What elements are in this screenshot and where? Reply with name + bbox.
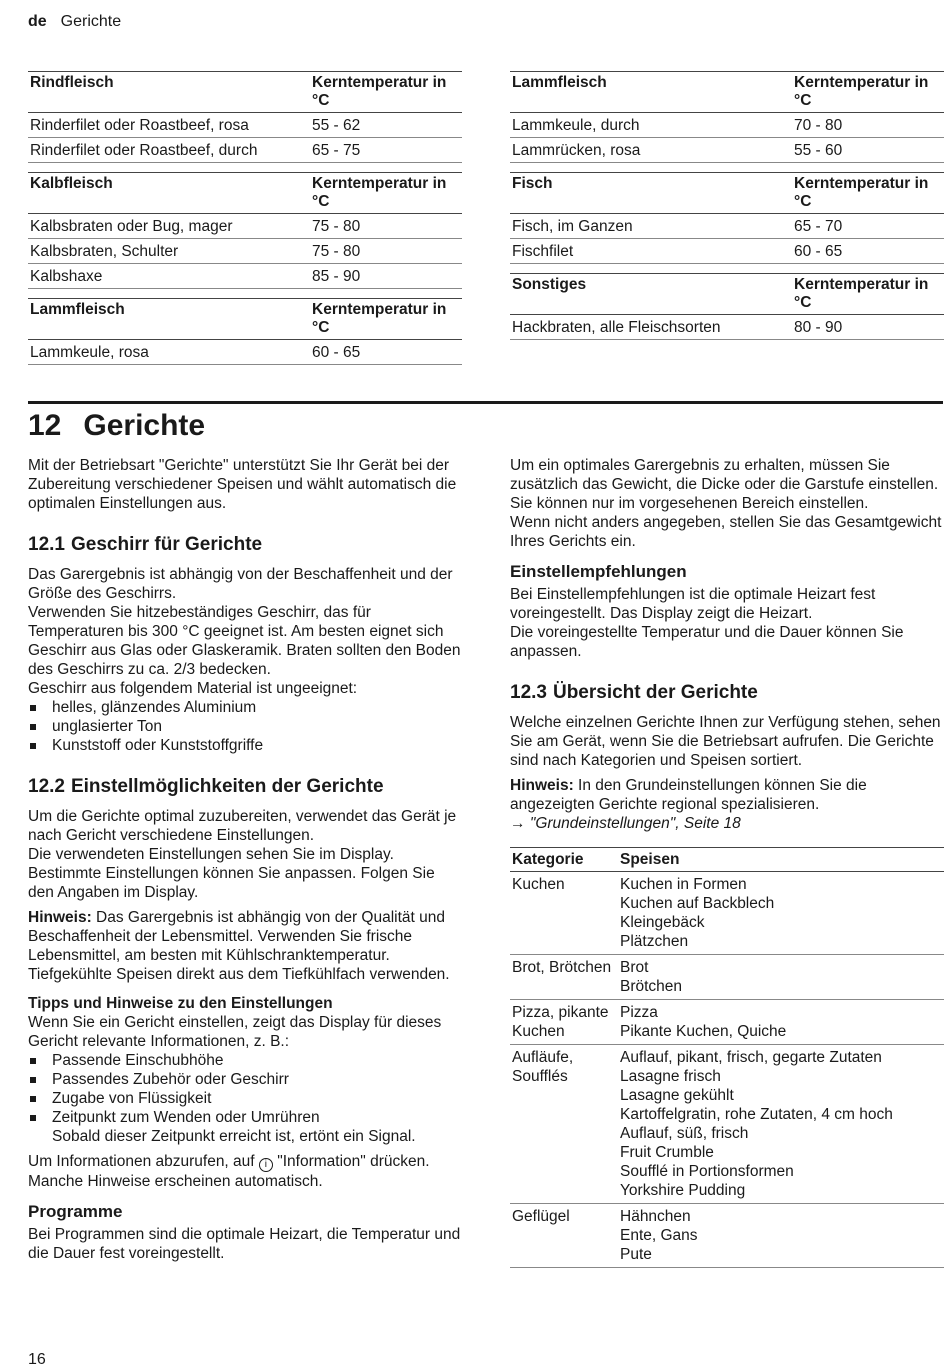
food-name: Rinderfilet oder Roastbeef, durch: [28, 138, 310, 163]
food-name: Lammkeule, durch: [510, 113, 792, 138]
category-cell: Kuchen: [510, 872, 618, 955]
dish-item: Kuchen in Formen: [620, 876, 747, 893]
category-cell: Aufläufe, Soufflés: [510, 1045, 618, 1204]
core-temperature: 65 - 75: [310, 138, 462, 163]
right-para-2: Wenn nicht anders angegeben, stellen Sie das Gesamtgewicht Ihres Gerichts ein.: [510, 514, 942, 550]
food-name: Fisch, im Ganzen: [510, 214, 792, 239]
s1-para-3: Geschirr aus folgendem Material ist ungeeignet:: [28, 680, 358, 697]
page-header: [28, 12, 121, 31]
table-row: [510, 872, 944, 955]
food-name: Kalbsbraten oder Bug, mager: [28, 214, 310, 239]
dish-item: Plätzchen: [620, 933, 689, 950]
table-row: [28, 340, 462, 365]
core-temperature: 80 - 90: [792, 315, 944, 340]
s1-para-2: Verwenden Sie hitzebeständiges Geschirr, das für Temperaturen bis 300 °C geeignet ist. Am besten eignet sich Geschirr aus Glas oder Glaskeramik. Braten sollten den Boden des Geschirrs zu ca. 2/3 bedecken.: [28, 604, 461, 678]
dish-item: Hähnchen: [620, 1208, 691, 1225]
dishes-cell: [618, 1204, 944, 1268]
list-item: Passende Einschubhöhe: [28, 1051, 462, 1070]
dish-item: Fruit Crumble: [620, 1144, 714, 1161]
programme-para: Bei Programmen sind die optimale Heizart, die Temperatur und die Dauer fest voreingestellt.: [28, 1226, 461, 1262]
temperature-table: [510, 71, 944, 163]
food-name: Fischfilet: [510, 239, 792, 264]
dish-item: Kuchen auf Backblech: [620, 895, 775, 912]
table-heading: Lammfleisch: [28, 299, 310, 340]
core-temperature: 85 - 90: [310, 264, 462, 289]
dishes-cell: [618, 872, 944, 955]
table-row: [28, 113, 462, 138]
column-header-temperature: Kerntemperatur in °C: [310, 299, 462, 340]
table-heading: Sonstiges: [510, 274, 792, 315]
table-row: [510, 955, 944, 1000]
table-row: [510, 315, 944, 340]
food-name: Hackbraten, alle Fleischsorten: [510, 315, 792, 340]
dishes-cell: [618, 1000, 944, 1045]
column-header-temperature: Kerntemperatur in °C: [792, 173, 944, 214]
page-number: 16: [28, 1351, 46, 1368]
food-name: Kalbsbraten, Schulter: [28, 239, 310, 264]
list-item: Kunststoff oder Kunststoffgriffe: [28, 736, 462, 755]
s2-para-1: Um die Gerichte optimal zuzubereiten, verwendet das Gerät je nach Gericht verschiedene Einstellungen.: [28, 808, 457, 844]
list-item: Passendes Zubehör oder Geschirr: [28, 1070, 462, 1089]
dish-item: Kartoffelgratin, rohe Zutaten, 4 cm hoch: [620, 1106, 893, 1123]
temperature-tables-left: [28, 71, 462, 374]
dish-item: Brot: [620, 959, 649, 976]
food-name: Lammkeule, rosa: [28, 340, 310, 365]
table-row: [28, 214, 462, 239]
column-header-dishes: Speisen: [618, 848, 944, 872]
dish-item: Auflauf, pikant, frisch, gegarte Zutaten: [620, 1049, 882, 1066]
core-temperature: 60 - 65: [792, 239, 944, 264]
arrow-right-icon: →: [510, 815, 526, 832]
cross-reference-link[interactable]: → "Grundeinstellungen", Seite 18: [510, 815, 741, 832]
table-heading: Rindfleisch: [28, 72, 310, 113]
table-row: [28, 138, 462, 163]
table-row: [510, 1204, 944, 1268]
table-row: [510, 113, 944, 138]
dish-item: Pikante Kuchen, Quiche: [620, 1023, 787, 1040]
food-name: Kalbshaxe: [28, 264, 310, 289]
table-heading: Fisch: [510, 173, 792, 214]
dish-item: Lasagne gekühlt: [620, 1087, 734, 1104]
food-name: Rinderfilet oder Roastbeef, rosa: [28, 113, 310, 138]
temperature-table: [28, 172, 462, 289]
category-cell: Brot, Brötchen: [510, 955, 618, 1000]
section-12-3-heading: 12.3 Übersicht der Gerichte: [510, 682, 758, 703]
core-temperature: 70 - 80: [792, 113, 944, 138]
column-header-temperature: Kerntemperatur in °C: [792, 274, 944, 315]
core-temperature: 75 - 80: [310, 214, 462, 239]
dish-item: Ente, Gans: [620, 1227, 698, 1244]
column-header-temperature: Kerntemperatur in °C: [310, 173, 462, 214]
table-row: [28, 264, 462, 289]
header-title: Gerichte: [60, 13, 122, 30]
unsuitable-materials-list: [28, 698, 462, 755]
temperature-table: [28, 298, 462, 365]
list-item: Zugabe von Flüssigkeit: [28, 1089, 462, 1108]
recommendations-para-1: Bei Einstellempfehlungen ist die optimale Heizart fest voreingestellt. Das Display zeigt die Heizart.: [510, 586, 876, 622]
s2-para-2: Die verwendeten Einstellungen sehen Sie im Display. Bestimmte Einstellungen können Sie anpassen. Folgen Sie den Angaben im Display.: [28, 846, 435, 901]
left-column: [28, 456, 462, 1263]
dish-item: Auflauf, süß, frisch: [620, 1125, 749, 1142]
temperature-tables-right: [510, 71, 944, 349]
core-temperature: 65 - 70: [792, 214, 944, 239]
info-para: Um Informationen abzurufen, auf i "Information" drücken. Manche Hinweise erscheinen automatisch.: [28, 1153, 430, 1190]
food-name: Lammrücken, rosa: [510, 138, 792, 163]
column-header-category: Kategorie: [510, 848, 618, 872]
dish-item: Lasagne frisch: [620, 1068, 721, 1085]
dish-item: Kleingebäck: [620, 914, 705, 931]
table-row: [510, 214, 944, 239]
table-row: [28, 239, 462, 264]
temperature-table: [28, 71, 462, 163]
s3-note: Hinweis: In den Grundeinstellungen können Sie die angezeigten Gerichte regional spezialisieren.: [510, 777, 867, 813]
list-item: helles, glänzendes Aluminium: [28, 698, 462, 717]
recommendations-heading: Einstellempfehlungen: [510, 562, 687, 581]
table-row: [510, 239, 944, 264]
recommendations-para-2: Die voreingestellte Temperatur und die Dauer können Sie anpassen.: [510, 624, 904, 660]
dish-item: Yorkshire Pudding: [620, 1182, 746, 1199]
intro-text: Mit der Betriebsart "Gerichte" unterstützt Sie Ihr Gerät bei der Zubereitung verschiedener Speisen und wählt automatisch die optimalen Einstellungen aus.: [28, 457, 457, 512]
language-code: de: [28, 13, 47, 30]
core-temperature: 55 - 60: [792, 138, 944, 163]
temperature-table: [510, 273, 944, 340]
tips-list: [28, 1051, 462, 1146]
s2-note: Hinweis: Das Garergebnis ist abhängig von der Qualität und Beschaffenheit der Lebensmittel. Verwenden Sie frische Lebensmittel, am besten mit Kühlschranktemperatur. Tiefgekühlte Speisen direkt aus dem Tiefkühlfach verwenden.: [28, 909, 450, 983]
section-12-1-heading: 12.1 Geschirr für Gerichte: [28, 534, 263, 555]
info-icon: i: [259, 1158, 273, 1172]
temperature-table: [510, 172, 944, 264]
list-item: Zeitpunkt zum Wenden oder Umrühren Sobald dieser Zeitpunkt erreicht ist, ertönt ein Signal.: [28, 1108, 462, 1146]
column-header-temperature: Kerntemperatur in °C: [310, 72, 462, 113]
tips-heading: Tipps und Hinweise zu den Einstellungen: [28, 995, 333, 1012]
dish-item: Pute: [620, 1246, 652, 1263]
table-row: [510, 1000, 944, 1045]
table-heading: Lammfleisch: [510, 72, 792, 113]
table-heading: Kalbfleisch: [28, 173, 310, 214]
programme-heading: Programme: [28, 1202, 123, 1221]
column-header-temperature: Kerntemperatur in °C: [792, 72, 944, 113]
dishes-cell: [618, 955, 944, 1000]
dishes-table: [510, 847, 944, 1268]
dish-item: Pizza: [620, 1004, 658, 1021]
core-temperature: 75 - 80: [310, 239, 462, 264]
right-column: [510, 456, 944, 1268]
right-para-1: Um ein optimales Garergebnis zu erhalten, müssen Sie zusätzlich das Gewicht, die Dicke oder die Garstufe einstellen. Sie können nur im vorgesehenen Bereich einstellen.: [510, 457, 939, 512]
chapter-rule: [28, 401, 943, 404]
s1-para-1: Das Garergebnis ist abhängig von der Beschaffenheit und der Größe des Geschirrs.: [28, 566, 453, 602]
dishes-cell: [618, 1045, 944, 1204]
table-row: [510, 1045, 944, 1204]
core-temperature: 60 - 65: [310, 340, 462, 365]
table-row: [510, 138, 944, 163]
category-cell: Pizza, pikante Kuchen: [510, 1000, 618, 1045]
dish-item: Soufflé in Portionsformen: [620, 1163, 794, 1180]
category-cell: Geflügel: [510, 1204, 618, 1268]
core-temperature: 55 - 62: [310, 113, 462, 138]
chapter-title: 12 Gerichte: [28, 409, 206, 442]
s3-para-1: Welche einzelnen Gerichte Ihnen zur Verfügung stehen, sehen Sie am Gerät, wenn Sie die Betriebsart aufrufen. Die Gerichte sind nach Kategorien und Speisen sortiert.: [510, 714, 941, 769]
dish-item: Brötchen: [620, 978, 683, 995]
section-12-2-heading: 12.2 Einstellmöglichkeiten der Gerichte: [28, 776, 384, 797]
list-item: unglasierter Ton: [28, 717, 462, 736]
tips-para: Wenn Sie ein Gericht einstellen, zeigt das Display für dieses Gericht relevante Informationen, z. B.:: [28, 1014, 442, 1050]
